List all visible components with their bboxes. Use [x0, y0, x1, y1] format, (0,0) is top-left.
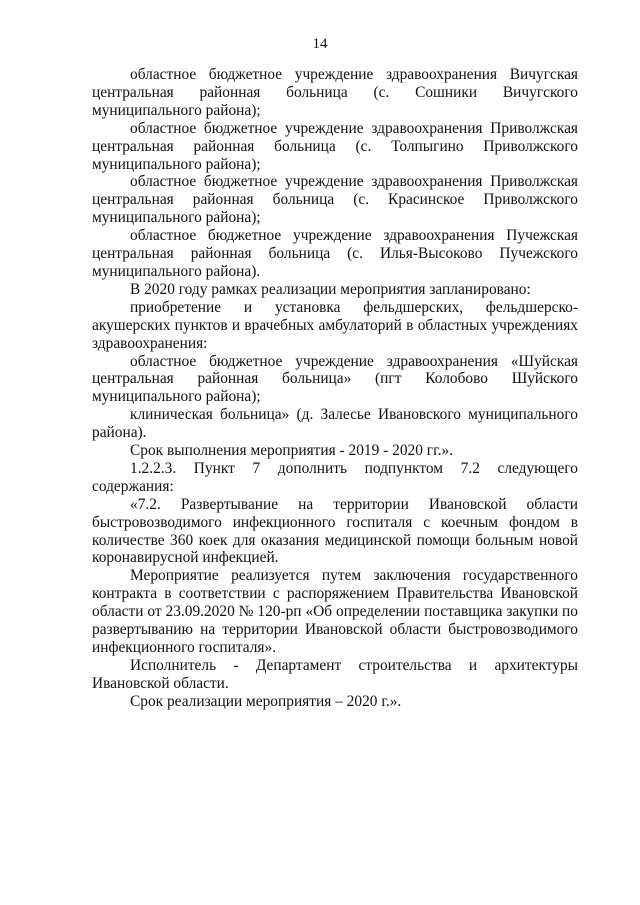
- paragraph: 1.2.2.3. Пункт 7 дополнить подпунктом 7.2 следующего содержания:: [92, 459, 578, 495]
- paragraph: приобретение и установка фельдшерских, фельдшерско-акушерских пунктов и врачебных амбулаторий в областных учреждениях здравоохранения:: [92, 298, 578, 352]
- paragraph: областное бюджетное учреждение здравоохранения «Шуйская центральная районная больница» (пгт Колобово Шуйского муниципального района);: [92, 352, 578, 406]
- document-body: [92, 66, 578, 711]
- page-number: 14: [312, 36, 328, 52]
- paragraph: областное бюджетное учреждение здравоохранения Пучежская центральная районная больница (с. Илья-Высоково Пучежского муниципального района).: [92, 227, 578, 280]
- paragraph: областное бюджетное учреждение здравоохранения Приволжская центральная районная больница (с. Толпыгино Приволжского муниципального района);: [92, 119, 578, 173]
- paragraph: областное бюджетное учреждение здравоохранения Вичугская центральная районная больница (с. Сошники Вичугского муниципального района);: [92, 66, 578, 119]
- paragraph: областное бюджетное учреждение здравоохранения Приволжская центральная районная больница (с. Красинское Приволжского муниципального района);: [92, 173, 578, 227]
- paragraph: В 2020 году рамках реализации мероприятия запланировано:: [130, 280, 531, 298]
- paragraph: «7.2. Развертывание на территории Ивановской области быстровозводимого инфекционного госпиталя с коечным фондом в количестве 360 коек для оказания медицинской помощи больным новой коронавирусной инфекцией.: [92, 495, 578, 567]
- paragraph: Исполнитель - Департамент строительства и архитектуры Ивановской области.: [92, 656, 578, 692]
- paragraph: клиническая больница» (д. Залесье Ивановского муниципального района).: [92, 406, 578, 442]
- paragraph: Срок выполнения мероприятия - 2019 - 2020 гг.».: [130, 442, 454, 460]
- paragraph: Срок реализации мероприятия – 2020 г.».: [130, 692, 402, 710]
- paragraph: Мероприятие реализуется путем заключения государственного контракта в соответствии с распоряжением Правительства Ивановской области от 23.09.2020 № 120-рп «Об определении поставщика закупки по развертыванию на территории Ивановской области быстровозводимого инфекционного госпиталя».: [92, 567, 578, 656]
